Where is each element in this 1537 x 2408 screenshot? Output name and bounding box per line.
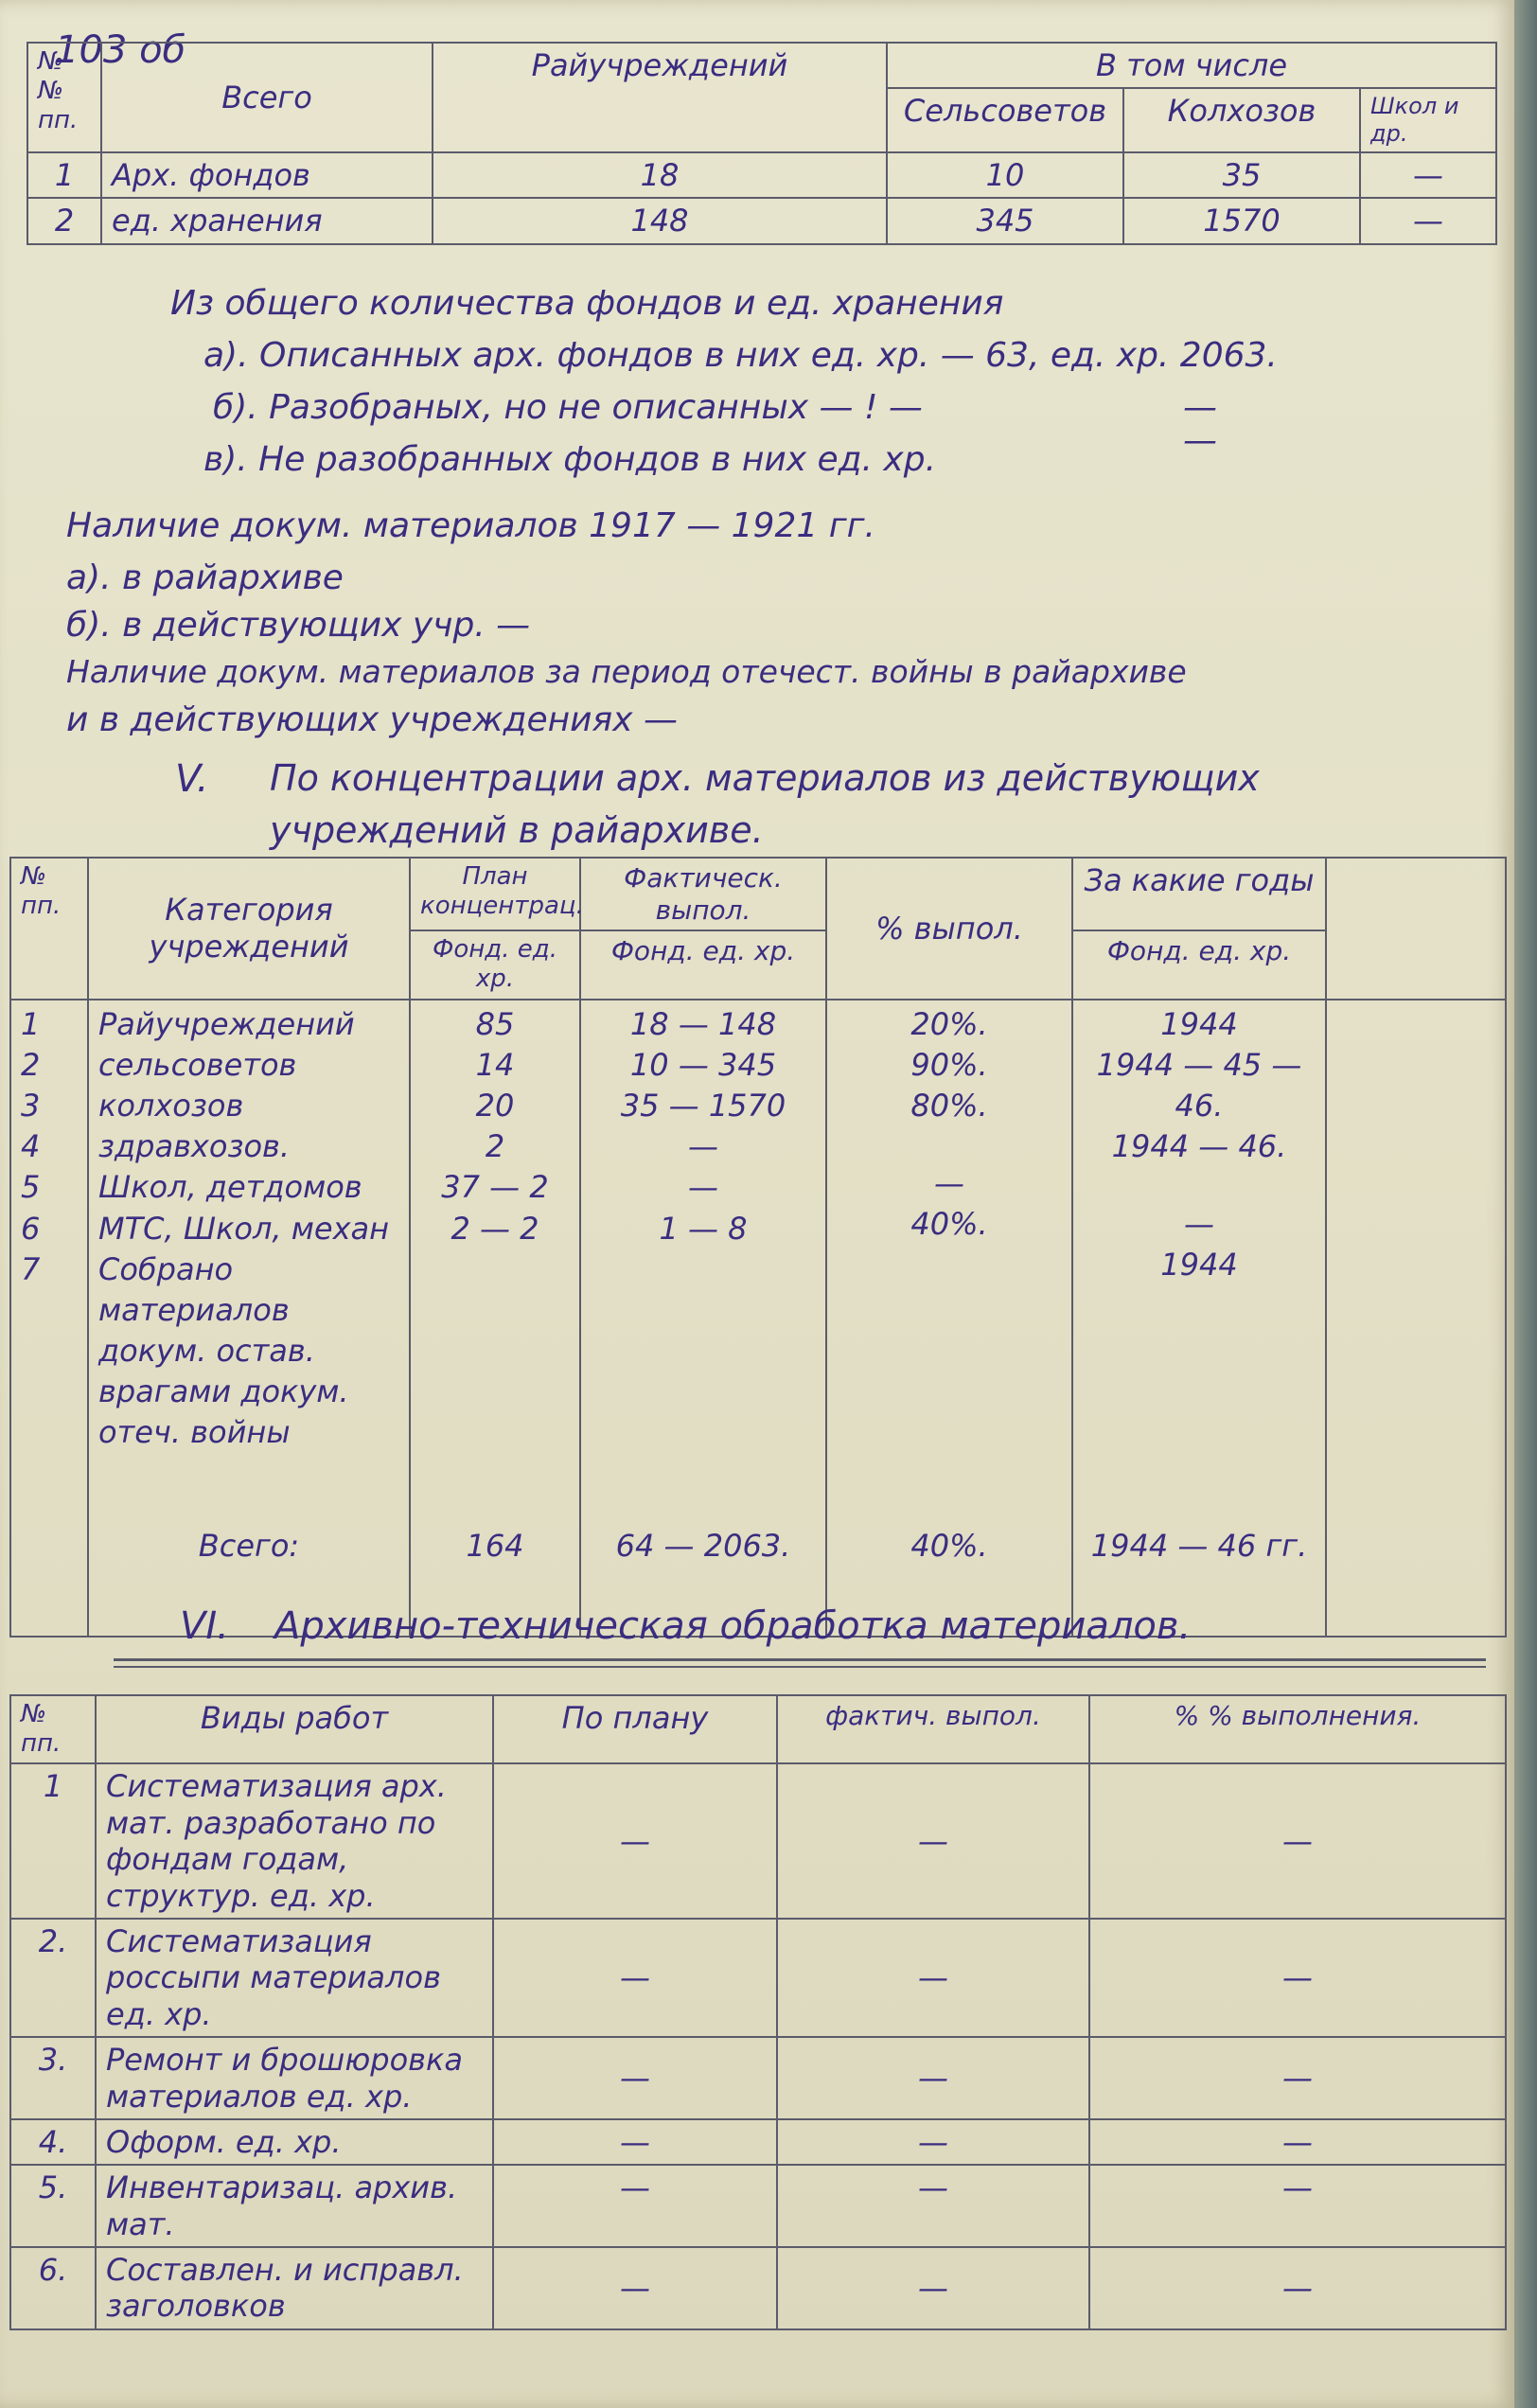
row-fakt: — [777,1763,1089,1919]
concentration-table [9,857,1507,1638]
row-plan: — [493,2247,777,2329]
row-plan: — [493,2165,777,2247]
row-shkol: — [1360,152,1496,198]
nalichie-line-3: Наличие докум. материалов за период отечест. войны в райархиве [66,653,1187,690]
row-raiuchr: 18 [433,152,887,198]
section5-title-line2: учреждений в райархиве. [270,809,764,851]
t2-header-pct: % выпол. [826,858,1072,1000]
t2-header-plan: План концентрац. [410,858,580,930]
total-plan: 164 [410,1458,580,1637]
intro-line-0: Из общего количества фондов и ед. хранения [170,284,1004,323]
t2-sub-plan: Фонд. ед. хр. [410,930,580,999]
row-num: 5. [10,2165,96,2247]
table-row [27,152,1496,198]
row-num: 2. [10,1919,96,2037]
header-kolkhoz: Колхозов [1123,88,1360,152]
t3-header-num: № пп. [10,1695,96,1763]
t2-sub-years: Фонд. ед. хр. [1072,930,1326,999]
total-label: Всего: [88,1458,410,1637]
t2-sub-fakt: Фонд. ед. хр. [580,930,826,999]
row-plan: 85 [475,1005,515,1042]
row-selsov: 345 [887,198,1123,243]
section5-title-line1: По концентрации арх. материалов из действующих [270,757,1260,799]
row-category: Школ, детдомов [98,1169,362,1206]
row-plan: — [493,1919,777,2037]
t3-header-fakt: фактич. выпол. [777,1695,1089,1763]
binding-edge [1514,0,1537,2408]
section5-roman: V. [175,757,209,801]
row-vid: Ремонт и брошюровка материалов ед. хр. [96,2037,493,2119]
t2-header-years: За какие годы [1072,858,1326,930]
row-years: 1944 — 46. [1111,1128,1287,1165]
row-category: здравхозов. [98,1128,291,1165]
nalichie-line-0: Наличие докум. материалов 1917 — 1921 гг. [66,506,875,545]
row-pct: 20%. [910,1005,988,1042]
row-fakt: — [777,2119,1089,2165]
row-fakt: 35 — 1570 [620,1087,786,1124]
row-vid: Составлен. и исправл. заголовков [96,2247,493,2329]
row-fakt: — [688,1169,718,1206]
row-shkol: — [1360,198,1496,243]
row-plan: 2 — 2 [450,1210,539,1247]
row-pct: — [1089,2119,1506,2165]
nalichie-line-2: б). в действующих учр. — [66,606,531,645]
total-pct: 40%. [826,1458,1072,1637]
row-plan: 2 [485,1128,505,1165]
t3-header-plan: По плану [493,1695,777,1763]
row-num: 2 [27,198,101,243]
section6-roman: VI. [180,1604,229,1648]
t2-header-empty [1326,858,1506,1000]
row-years: 1944 [1160,1005,1238,1042]
row-num: 3 [21,1087,41,1124]
total-years: 1944 — 46 гг. [1072,1458,1326,1637]
table-row [10,1763,1506,1919]
row-pct [837,1126,1062,1162]
nalichie-line-4: и в действующих учреждениях — [66,700,678,739]
row-plan: — [493,2037,777,2119]
nalichie-line-1: а). в райархиве [66,558,344,597]
row-category: Райучреждений [98,1005,355,1042]
header-selsov: Сельсоветов [887,88,1123,152]
row-num: 4. [10,2119,96,2165]
row-fakt: — [777,2037,1089,2119]
header-shkol: Школ и др. [1360,88,1496,152]
row-name: ед. хранения [101,198,433,243]
row-pct: 80%. [910,1087,988,1124]
table-row [10,2247,1506,2329]
intro-line-2-dash: — [1183,388,1217,427]
row-num: 6. [10,2247,96,2329]
row-vid: Оформ. ед. хр. [96,2119,493,2165]
row-fakt: — [777,2247,1089,2329]
row-pct: — [1089,1919,1506,2037]
row-vid: Инвентаризац. архив. мат. [96,2165,493,2247]
row-raiuchr: 148 [433,198,887,243]
row-pct: — [934,1164,964,1201]
row-fakt: — [688,1128,718,1165]
t3-header-vid: Виды работ [96,1695,493,1763]
row-years [1083,1167,1316,1203]
row-category: МТС, Школ, механ [98,1210,390,1247]
row-years: 1944 — 45 — 46. [1096,1046,1302,1124]
row-kolkhoz: 1570 [1123,198,1360,243]
t3-header-pct: % % выполнения. [1089,1695,1506,1763]
table-row [10,1919,1506,2037]
row-category: колхозов [98,1087,244,1124]
t2-header-cat: Категория учреждений [88,858,410,1000]
row-num: 7 [21,1250,41,1287]
row-fakt: — [777,2165,1089,2247]
header-v-tom-chisle: В том числе [887,43,1496,88]
row-kolkhoz: 35 [1123,152,1360,198]
summary-table [26,42,1497,245]
t2-header-fakt: Фактическ. выпол. [580,858,826,930]
row-pct: 90%. [910,1046,988,1083]
row-name: Арх. фондов [101,152,433,198]
row-num: 4 [21,1128,41,1165]
intro-line-2: б). Разобраных, но не описанных — ! — [213,388,923,427]
table-row [10,2119,1506,2165]
row-plan: 14 [475,1046,515,1083]
row-fakt: — [777,1919,1089,2037]
section6-underline [114,1658,1486,1661]
header-raiuchr: Райучреждений [433,43,887,152]
row-fakt: 18 — 148 [629,1005,777,1042]
table-row [27,198,1496,243]
section6-underline-2 [114,1666,1486,1668]
header-vsego: Всего [101,43,433,152]
intro-line-1: а). Описанных арх. фондов в них ед. хр. — 63, ед. хр. 2063. [203,336,1278,375]
table-row [10,1000,1506,1458]
processing-table [9,1694,1507,2330]
row-plan: 20 [475,1087,515,1124]
row-selsov: 10 [887,152,1123,198]
row-vid: Систематизация россыпи материалов ед. хр. [96,1919,493,2037]
row-num: 1 [10,1763,96,1919]
page-number: 103 об [55,28,186,72]
intro-line-3-dash: — [1183,421,1217,460]
row-num: 1 [27,152,101,198]
row-pct: — [1089,2165,1506,2247]
table-row [10,2165,1506,2247]
intro-line-3: в). Не разобранных фондов в них ед. хр. [203,440,937,479]
row-num: 3. [10,2037,96,2119]
row-pct: — [1089,2037,1506,2119]
row-years: 1944 [1160,1246,1238,1283]
total-fakt: 64 — 2063. [580,1458,826,1637]
row-num: 6 [21,1210,41,1247]
row-fakt: 10 — 345 [629,1046,777,1083]
row-num: 5 [21,1169,41,1206]
t2-header-num: № пп. [10,858,88,1000]
row-fakt: 1 — 8 [659,1210,748,1247]
row-pct: 40%. [910,1205,988,1242]
table-row [10,2037,1506,2119]
row-plan: — [493,1763,777,1919]
row-num: 1 [21,1005,41,1042]
row-plan: — [493,2119,777,2165]
row-category: Собрано материалов докум. остав. врагами докум. отеч. войны [98,1250,349,1451]
row-plan: 37 — 2 [441,1169,549,1206]
row-category: сельсоветов [98,1046,297,1083]
row-pct: — [1089,2247,1506,2329]
row-pct: — [1089,1763,1506,1919]
row-vid: Систематизация арх. мат. разработано по фондам годам, структур. ед. хр. [96,1763,493,1919]
row-num: 2 [21,1046,41,1083]
section6-title: Архивно-техническая обработка материалов. [274,1604,1192,1648]
header-num: № № пп. [27,43,101,152]
row-years: — [1184,1205,1214,1242]
